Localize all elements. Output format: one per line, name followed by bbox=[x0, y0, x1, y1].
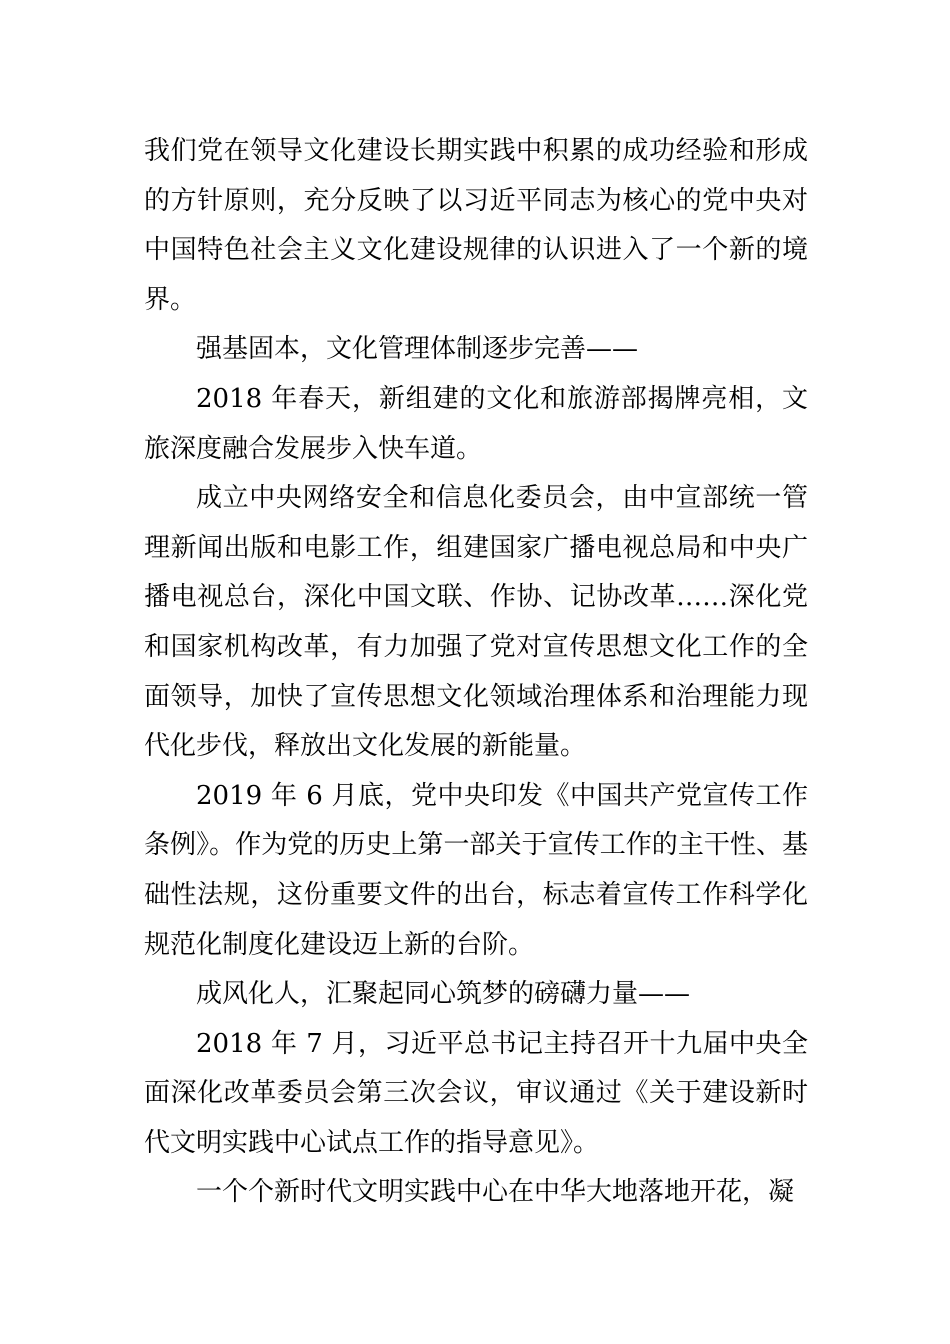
paragraph-heading-civilization: 成风化人，汇聚起同心筑梦的磅礴力量—— bbox=[196, 979, 691, 1010]
paragraph-heading-institutional-reform: 强基固本，文化管理体制逐步完善—— bbox=[196, 334, 639, 365]
paragraph-continuation: 我们党在领导文化建设长期实践中积累的成功经验和形成的方针原则，充分反映了以习近平同志为核心的党中央对中国特色社会主义文化建设规律的认识进入了一个新的境界。 bbox=[144, 136, 808, 315]
paragraph-institution-reform: 成立中央网络安全和信息化委员会，由中宣部统一管理新闻出版和电影工作，组建国家广播电视总局和中央广播电视总台，深化中国文联、作协、记协改革……深化党和国家机构改革，有力加强了党对宣传思想文化工作的全面领导，加快了宣传思想文化领域治理体系和治理能力现代化步伐，释放出文化发展的新能量。 bbox=[144, 483, 808, 762]
paragraph-civilization-centers: 一个个新时代文明实践中心在中华大地落地开花，凝 bbox=[196, 1177, 795, 1208]
paragraph-culture-tourism-ministry: 2018 年春天，新组建的文化和旅游部揭牌亮相，文旅深度融合发展步入快车道。 bbox=[144, 383, 808, 464]
document-body bbox=[144, 127, 808, 1218]
paragraph-reform-meeting: 2018 年 7 月，习近平总书记主持召开十九届中央全面深化改革委员会第三次会议，审议通过《关于建设新时代文明实践中心试点工作的指导意见》。 bbox=[144, 1028, 808, 1158]
paragraph-propaganda-regulation: 2019 年 6 月底，党中央印发《中国共产党宣传工作条例》。作为党的历史上第一部关于宣传工作的主干性、基础性法规，这份重要文件的出台，标志着宣传工作科学化规范化制度化建设迈上新的台阶。 bbox=[144, 780, 808, 960]
